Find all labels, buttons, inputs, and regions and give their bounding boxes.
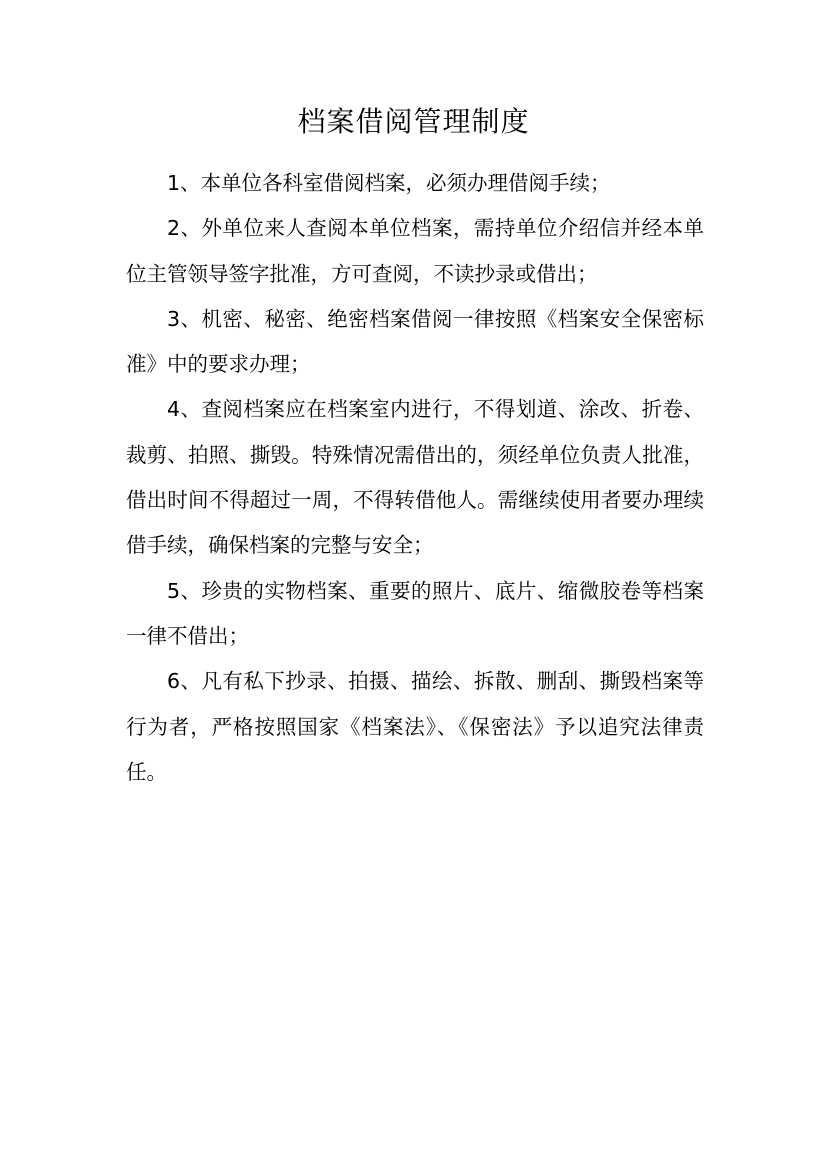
document-body: [126, 161, 704, 795]
document-title: 档案借阅管理制度: [297, 105, 530, 138]
clause-5: 5、珍贵的实物档案、重要的照片、底片、缩微胶卷等档案一律不借出；: [126, 578, 704, 648]
clause-2: 2、外单位来人查阅本单位档案，需持单位介绍信并经本单位主管领导签字批准，方可查阅，不读抄录或借出；: [126, 216, 704, 286]
clause-3: 3、机密、秘密、绝密档案借阅一律按照《档案安全保密标准》中的要求办理；: [126, 306, 704, 377]
clause-4: 4、查阅档案应在档案室内进行，不得划道、涂改、折卷、裁剪、拍照、撕毁。特殊情况需借出的，须经单位负责人批准，借出时间不得超过一周，不得转借他人。需继续使用者要办理续借手续，确保档案的完整与安全；: [126, 397, 704, 558]
clause-6: 6、凡有私下抄录、拍摄、描绘、拆散、删刮、撕毁档案等行为者，严格按照国家《档案法》、《保密法》予以追究法律责任。: [126, 669, 704, 784]
clause-1: 1、本单位各科室借阅档案，必须办理借阅手续；: [167, 171, 611, 195]
